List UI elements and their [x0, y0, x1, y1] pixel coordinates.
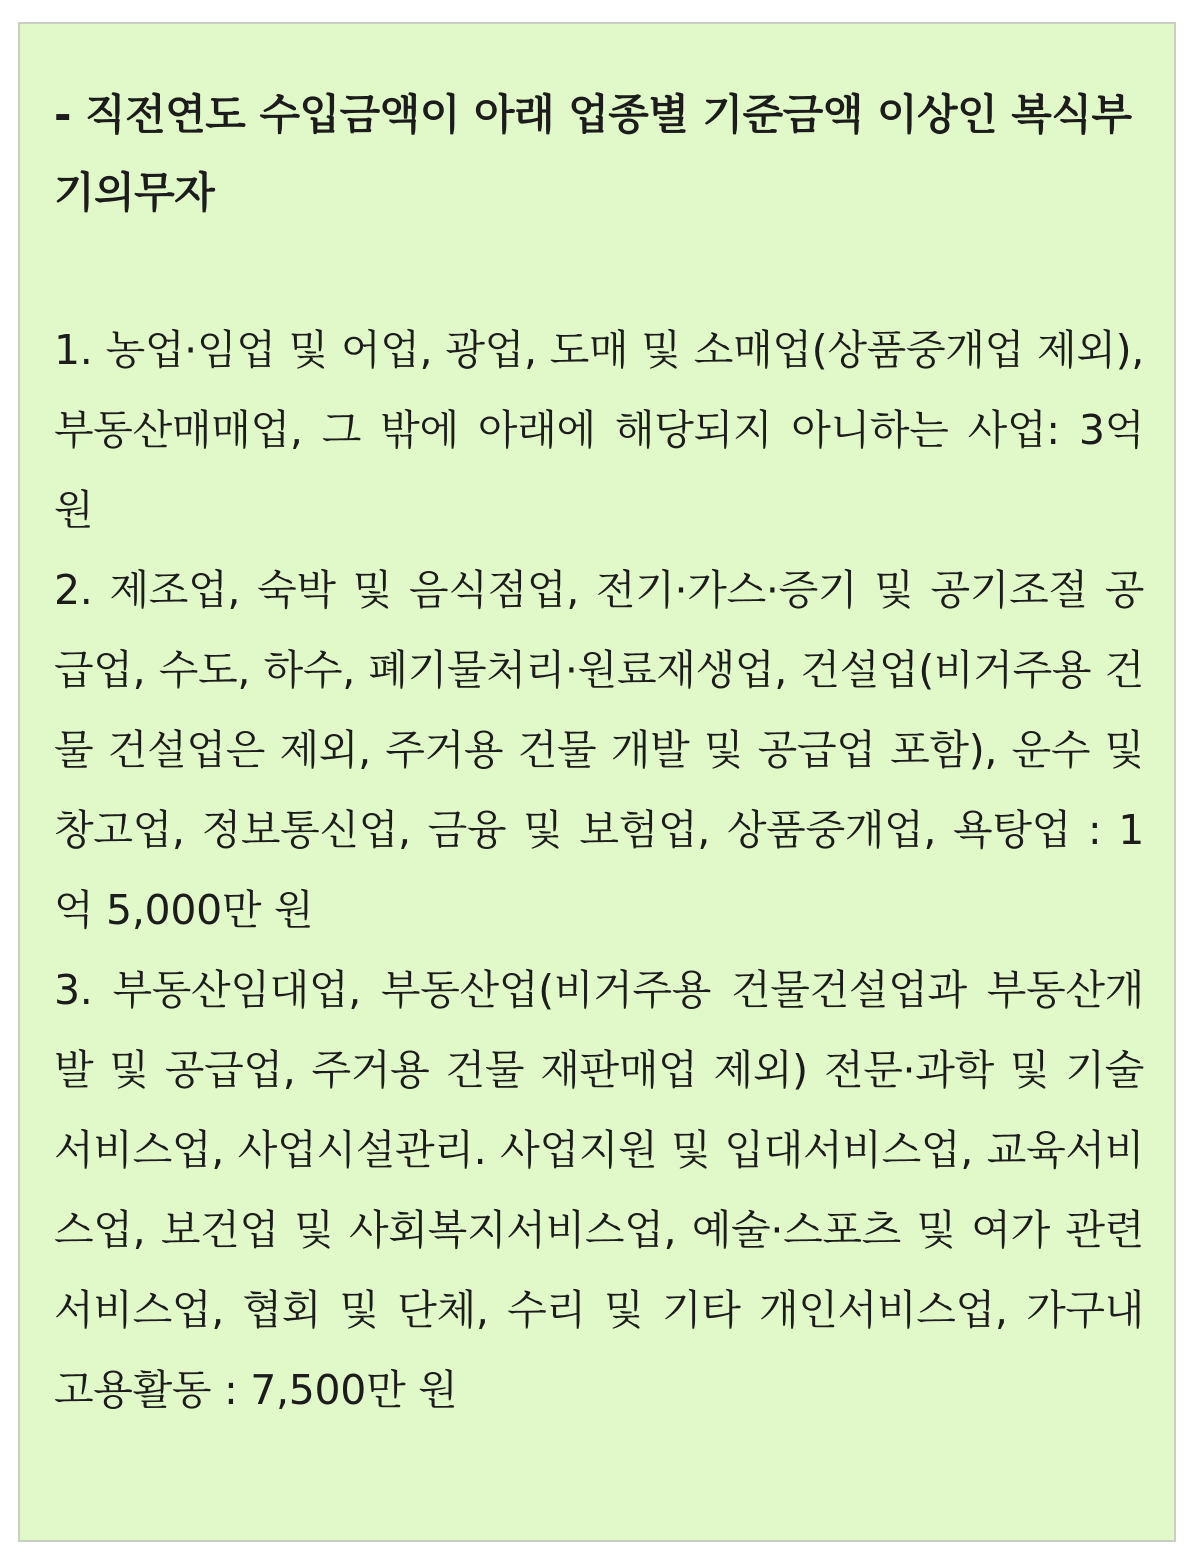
list-item-2: 2. 제조업, 숙박 및 음식점업, 전기·가스·증기 및 공기조절 공급업, 수도, 하수, 폐기물처리·원료재생업, 건설업(비거주용 건물 건설업은 제외, 주거용 건물 개발 및 공급업 포함), 운수 및 창고업, 정보통신업, 금융 및 보험업, 상품중개업, 욕탕업 : 1억 5,000만 원 [54, 566, 1144, 934]
info-box [18, 22, 1176, 1542]
list-item-3: 3. 부동산임대업, 부동산업(비거주용 건물건설업과 부동산개발 및 공급업, 주거용 건물 재판매업 제외) 전문·과학 및 기술서비스업, 사업시설관리. 사업지원 및 입대서비스업, 교육서비스업, 보건업 및 사회복지서비스업, 예술·스포츠 및 여가 관련 서비스업, 협회 및 단체, 수리 및 기타 개인서비스업, 가구내 고용활동 : 7,500만 원 [54, 966, 1144, 1414]
blank-line [54, 232, 1144, 310]
box-heading: - 직전연도 수입금액이 아래 업종별 기준금액 이상인 복식부기의무자 [54, 90, 1132, 217]
list-item-1: 1. 농업·임업 및 어업, 광업, 도매 및 소매업(상품중개업 제외), 부동산매매업, 그 밖에 아래에 해당되지 아니하는 사업: 3억 원 [54, 326, 1144, 534]
